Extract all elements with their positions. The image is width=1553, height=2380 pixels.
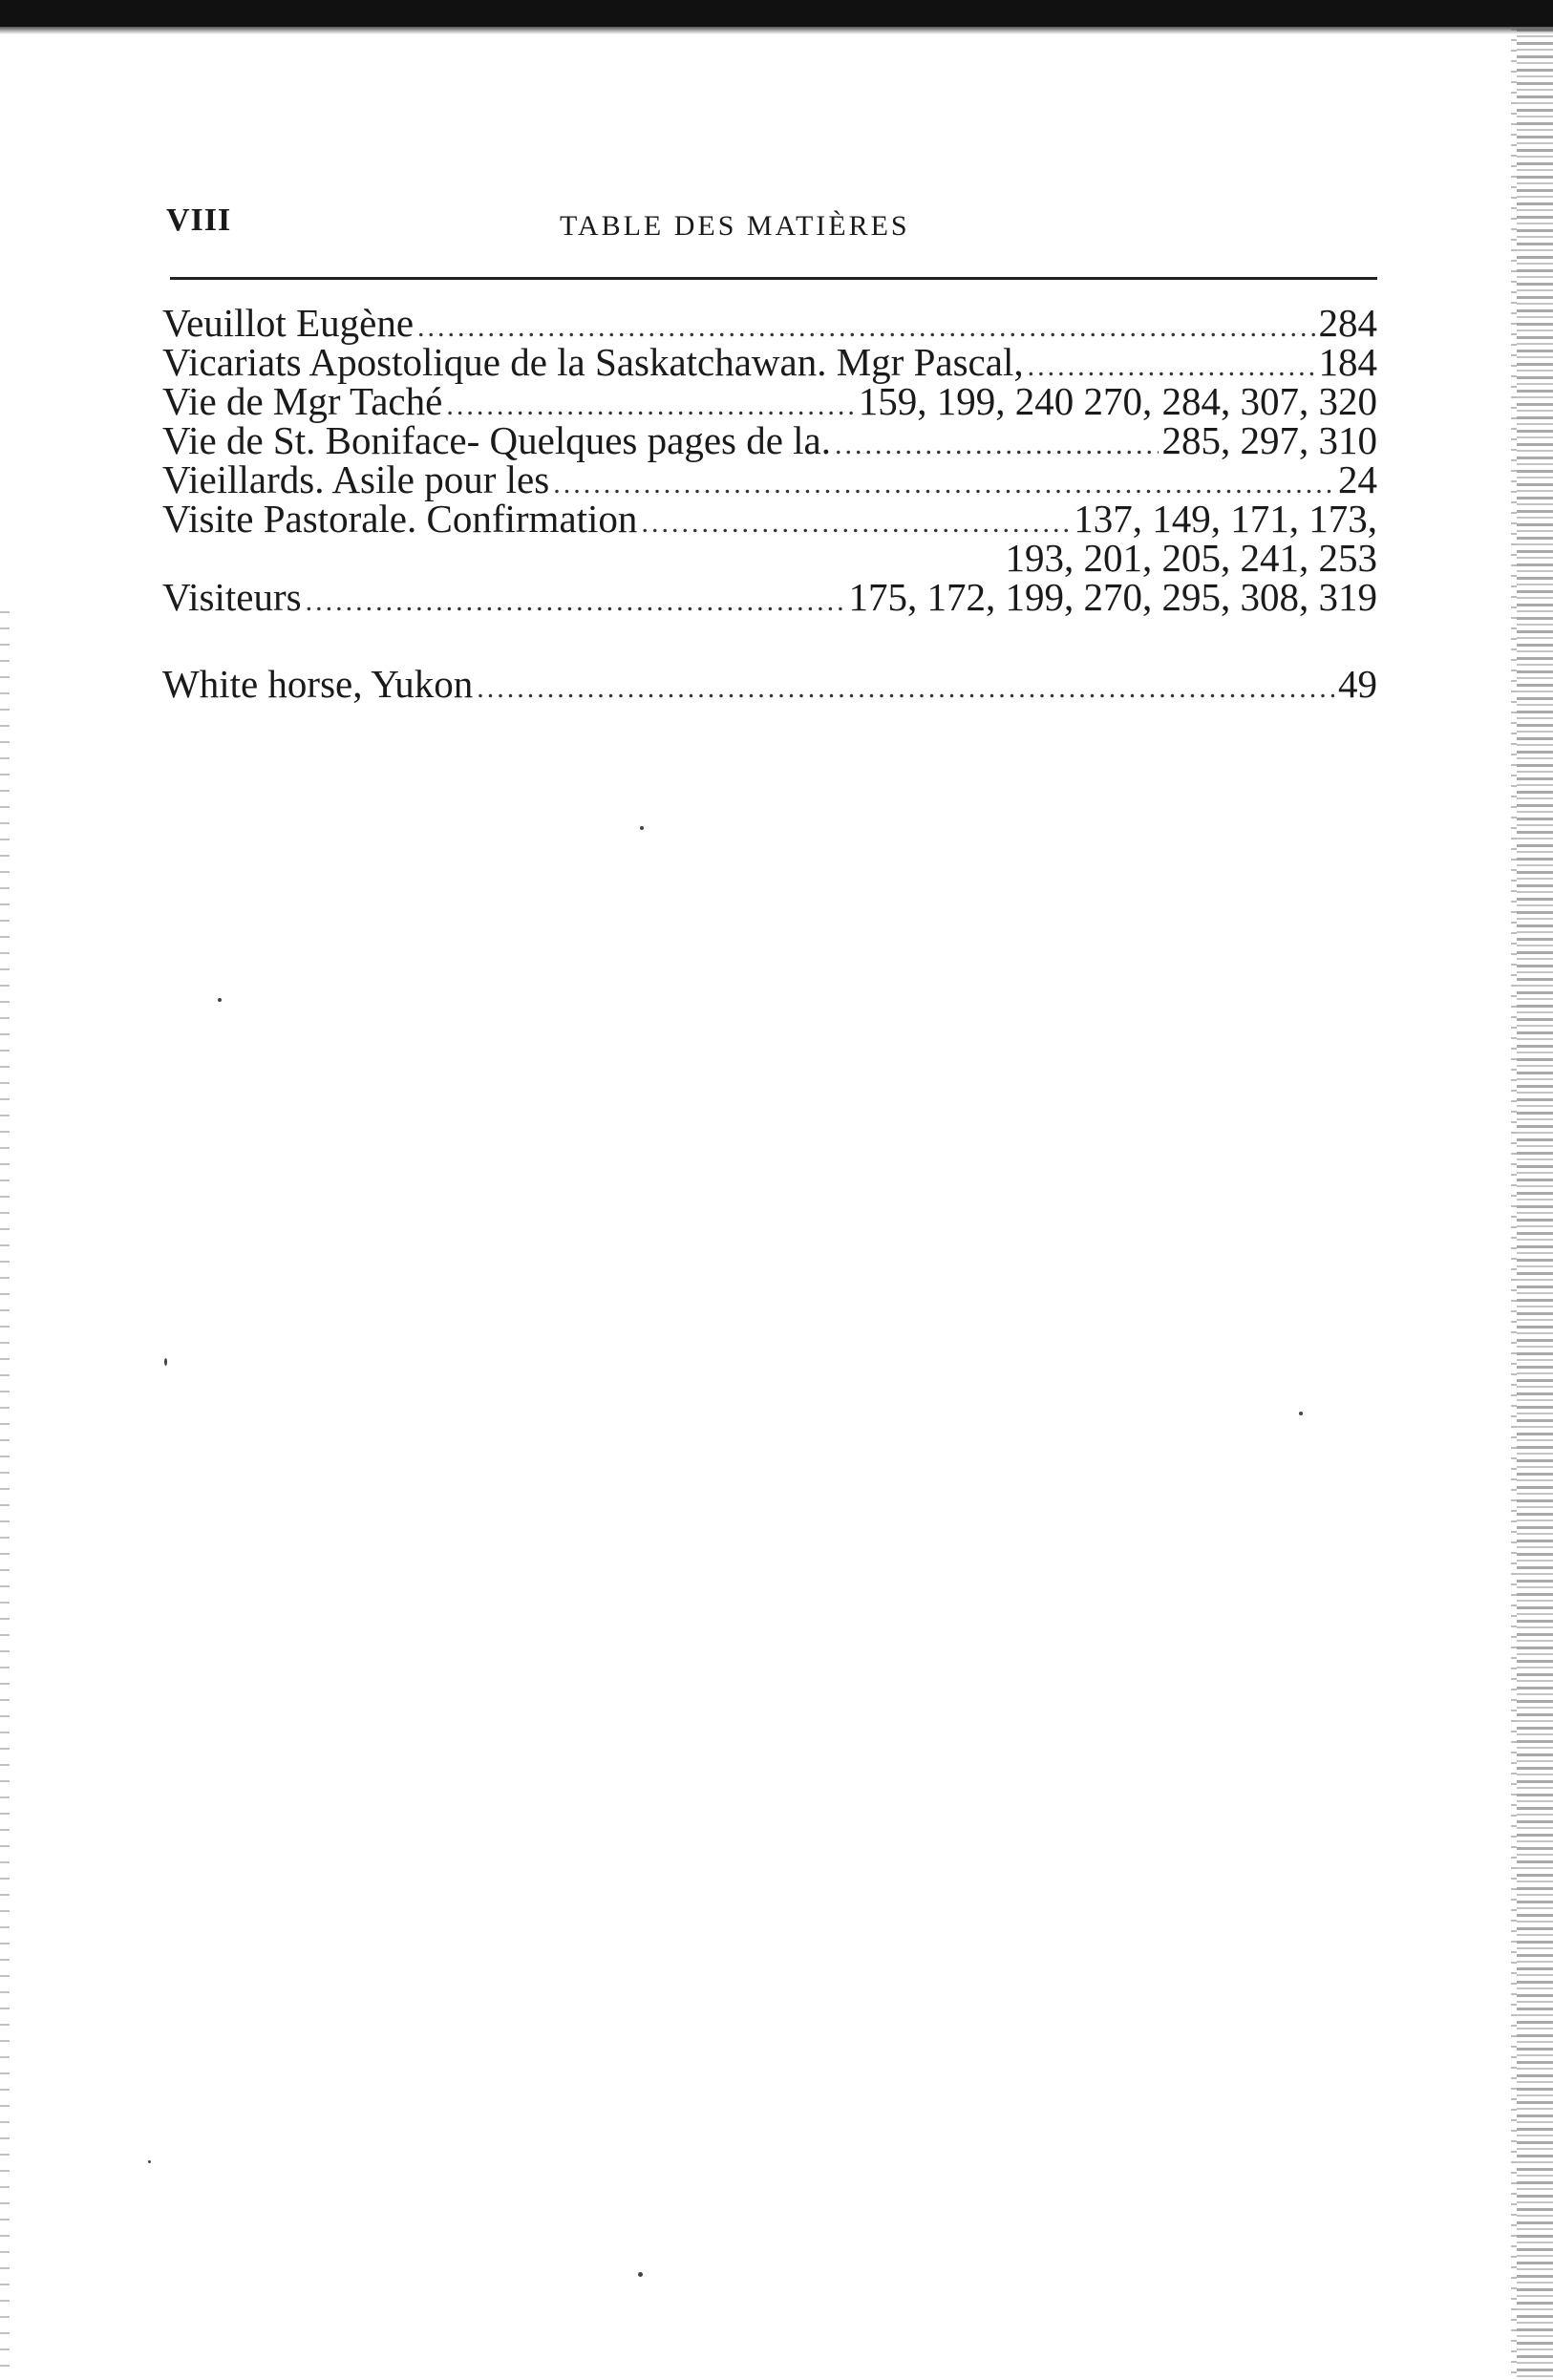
page-number: VIII: [166, 202, 232, 238]
entry-pages: 24: [1338, 457, 1377, 501]
running-head: TABLE DES MATIÈRES: [560, 210, 910, 242]
dot-leader: [835, 425, 1158, 464]
scan-right-edge-inner: [1511, 29, 1517, 2380]
index-entry: [162, 499, 1377, 539]
index-list: [162, 301, 1377, 706]
scan-right-edge: [1517, 29, 1553, 2380]
entry-label: Visite Pastorale. Confirmation: [162, 497, 638, 541]
entry-pages: 184: [1318, 340, 1377, 384]
index-entry: [162, 301, 1377, 345]
entry-label: Veuillot Eugène: [162, 301, 415, 345]
paper-speck: [164, 1358, 167, 1366]
paper-speck: [638, 2272, 643, 2277]
scan-left-edge: [0, 611, 10, 2378]
entry-pages: 175, 172, 199, 270, 295, 308, 319: [848, 575, 1377, 619]
index-entry: [162, 418, 1377, 462]
entry-pages: 193, 201, 205, 241, 253: [1005, 536, 1377, 580]
scan-top-shadow: [0, 27, 1553, 34]
paper-speck: [218, 998, 222, 1002]
paper-speck: [640, 826, 644, 830]
index-entry: [162, 457, 1377, 501]
index-entry: [162, 575, 1377, 619]
paper-speck: [148, 2160, 151, 2163]
entry-pages: 49: [1338, 662, 1377, 706]
entry-pages: 159, 199, 240 270, 284, 307, 320: [858, 379, 1377, 423]
entry-label: Vie de Mgr Taché: [162, 379, 443, 423]
header-rule: [170, 277, 1377, 280]
dot-leader: [477, 669, 1334, 708]
index-entry: [162, 379, 1377, 423]
entry-pages: 285, 297, 310: [1161, 418, 1377, 462]
entry-label: Visiteurs: [162, 575, 302, 619]
paper-speck: [1299, 1412, 1303, 1415]
index-entry-continuation: [162, 536, 1377, 580]
index-entry: [162, 662, 1377, 706]
entry-pages: 284: [1318, 301, 1377, 345]
entry-label: Vieillards. Asile pour les: [162, 457, 550, 501]
scan-top-edge: [0, 0, 1553, 27]
entry-label: White horse, Yukon: [162, 662, 474, 706]
entry-pages: 137, 149, 171, 173,: [1074, 497, 1377, 541]
index-entry: [162, 340, 1377, 384]
dot-leader: [306, 582, 845, 621]
entry-label: Vicariats Apostolique de la Saskatchawan. Mgr Pascal,: [162, 340, 1024, 384]
entry-label: Vie de St. Boniface- Quelques pages de la.: [162, 418, 832, 462]
